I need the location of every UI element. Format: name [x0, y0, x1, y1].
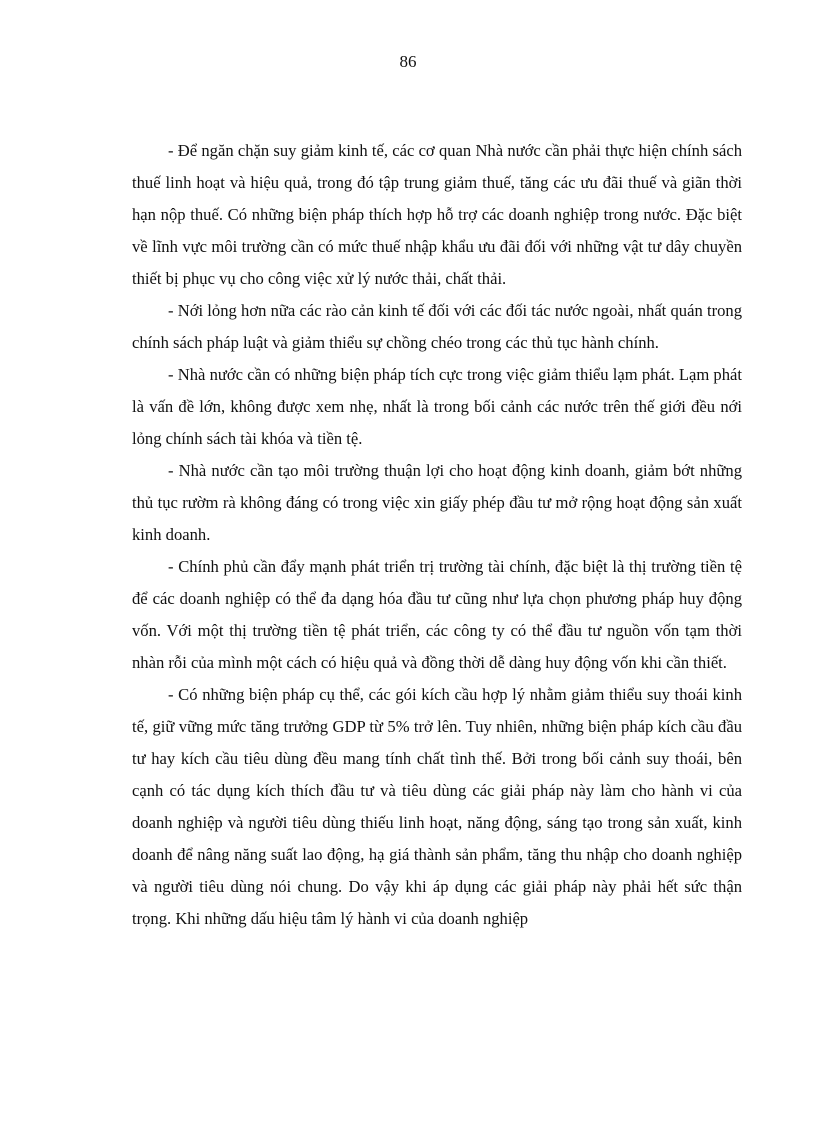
paragraph-tax-policy: - Để ngăn chặn suy giảm kinh tế, các cơ quan Nhà nước cần phải thực hiện chính sách thuế linh hoạt và hiệu quả, trong đó tập trung giảm thuế, tăng các ưu đãi thuế và giãn thời hạn nộp thuế. Có những biện pháp thích hợp hỗ trợ các doanh nghiệp trong nước. Đặc biệt về lĩnh vực môi trường cần có mức thuế nhập khẩu ưu đãi đối với những vật tư dây chuyền thiết bị phục vụ cho công việc xử lý nước thải, chất thải.	[132, 141, 742, 288]
paragraph-stimulus-measures: - Có những biện pháp cụ thể, các gói kích cầu hợp lý nhằm giảm thiểu suy thoái kinh tế, giữ vững mức tăng trưởng GDP từ 5% trở lên. Tuy nhiên, những biện pháp kích cầu đầu tư hay kích cầu tiêu dùng đều mang tính chất tình thế. Bởi trong bối cảnh suy thoái, bên cạnh có tác dụng kích thích đầu tư và tiêu dùng các giải pháp này làm cho hành vi của doanh nghiệp và người tiêu dùng thiếu linh hoạt, năng động, sáng tạo trong sản xuất, kinh doanh để nâng năng suất lao động, hạ giá thành sản phẩm, tăng thu nhập cho doanh nghiệp và người tiêu dùng nói chung. Do vậy khi áp dụng các giải pháp này phải hết sức thận trọng. Khi những dấu hiệu tâm lý hành vi của doanh nghiệp	[132, 685, 742, 928]
paragraph-business-environment: - Nhà nước cần tạo môi trường thuận lợi cho hoạt động kinh doanh, giảm bớt những thủ tục rườm rà không đáng có trong việc xin giấy phép đầu tư mở rộng hoạt động sản xuất kinh doanh.	[132, 461, 742, 544]
paragraph-economic-barriers: - Nới lỏng hơn nữa các rào cản kinh tế đối với các đối tác nước ngoài, nhất quán trong chính sách pháp luật và giảm thiểu sự chồng chéo trong các thủ tục hành chính.	[132, 301, 742, 352]
body-text	[132, 135, 742, 935]
paragraph-financial-market: - Chính phủ cần đẩy mạnh phát triển trị trường tài chính, đặc biệt là thị trường tiền tệ để các doanh nghiệp có thể đa dạng hóa đầu tư cũng như lựa chọn phương pháp huy động vốn. Với một thị trường tiền tệ phát triển, các công ty có thể đầu tư nguồn vốn tạm thời nhàn rỗi của mình một cách có hiệu quả và đồng thời dễ dàng huy động vốn khi cần thiết.	[132, 557, 742, 672]
paragraph-inflation: - Nhà nước cần có những biện pháp tích cực trong việc giảm thiểu lạm phát. Lạm phát là vấn đề lớn, không được xem nhẹ, nhất là trong bối cảnh các nước trên thế giới đều nới lỏng chính sách tài khóa và tiền tệ.	[132, 365, 742, 448]
page-number: 86	[399, 52, 417, 71]
